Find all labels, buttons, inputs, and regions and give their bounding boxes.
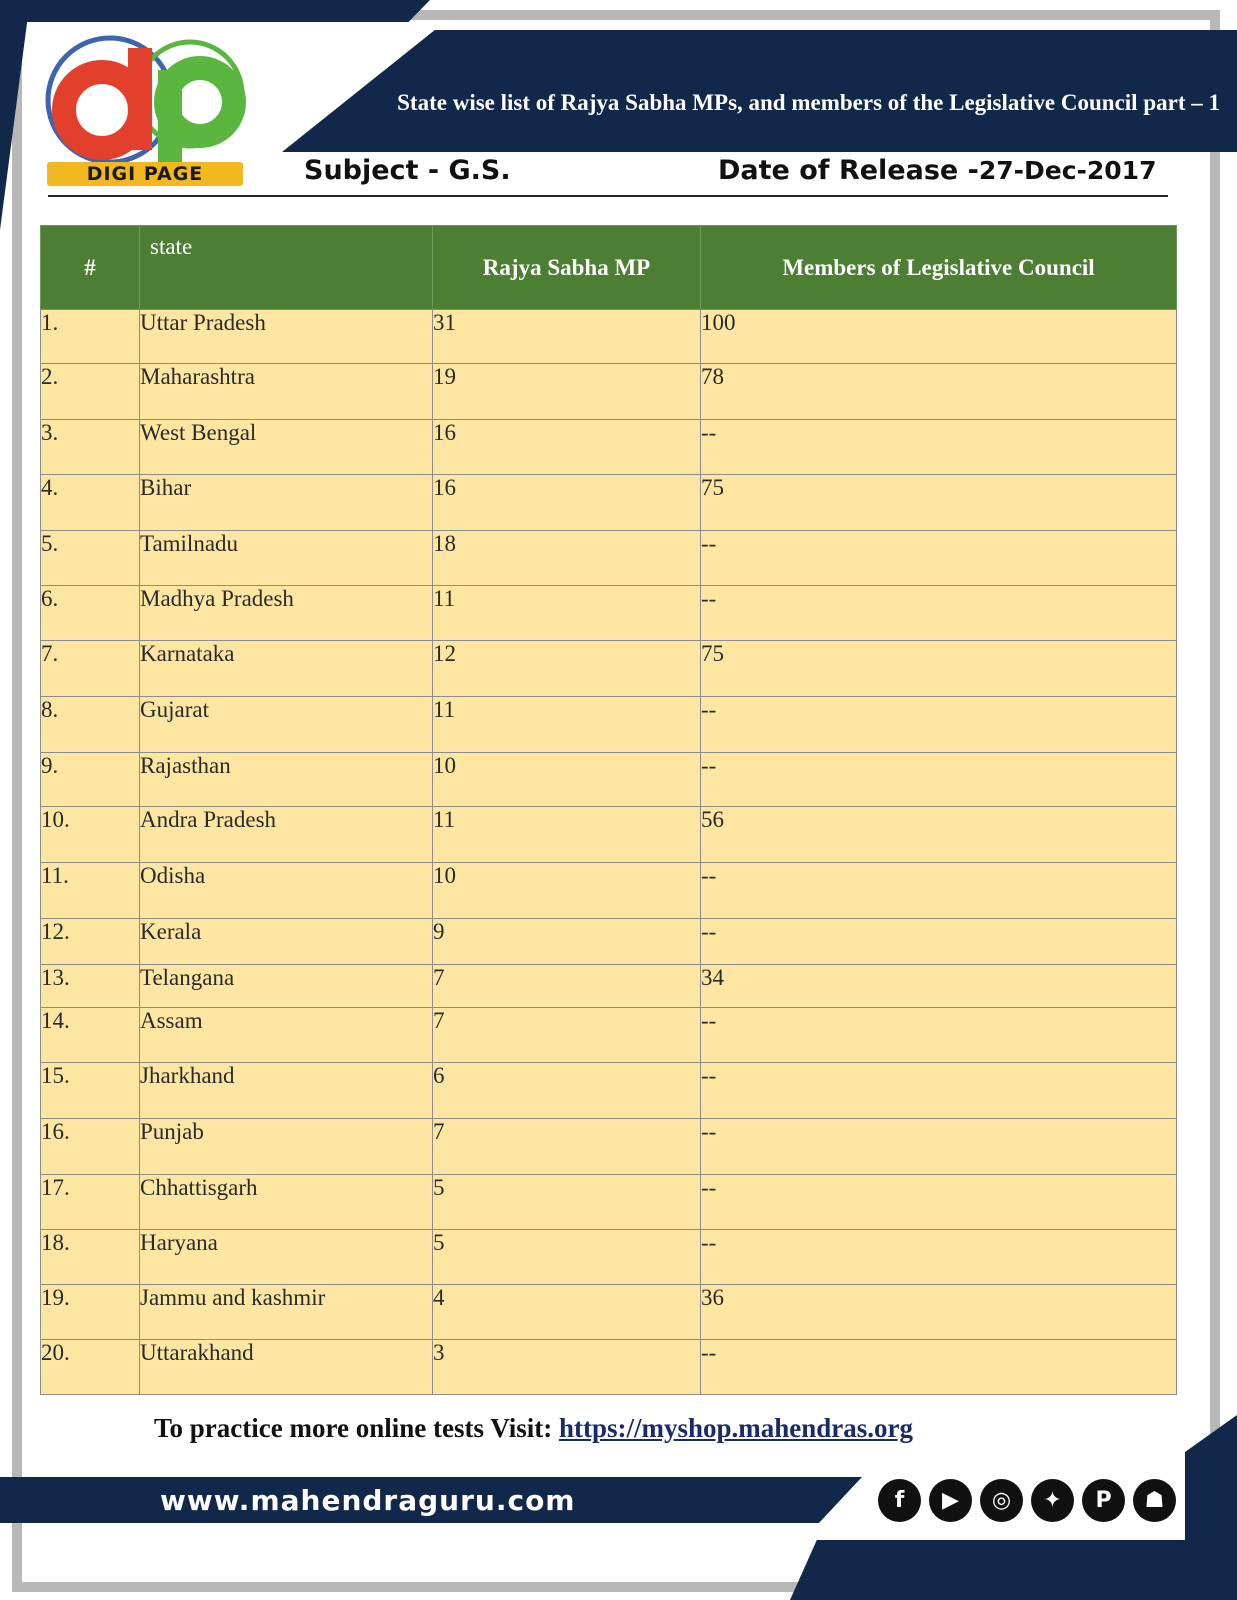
row-state: Madhya Pradesh [140,586,433,641]
row-number: 15. [41,1063,140,1119]
row-state: Jharkhand [140,1063,433,1119]
table-row [41,753,1177,807]
pinterest-icon[interactable]: P [1082,1479,1125,1522]
twitter-icon[interactable]: ✦ [1031,1479,1074,1522]
website-url[interactable]: www.mahendraguru.com [160,1484,576,1517]
row-rajya-sabha-count: 6 [433,1063,701,1119]
row-rajya-sabha-count: 9 [433,919,701,965]
row-rajya-sabha-count: 5 [433,1175,701,1230]
row-number: 3. [41,420,140,475]
row-number: 12. [41,919,140,965]
column-header-rajya-sabha: Rajya Sabha MP [433,226,701,310]
row-council-count: 78 [701,364,1177,420]
subject-label: Subject - G.S. [304,155,511,186]
row-council-count: 36 [701,1285,1177,1340]
row-rajya-sabha-count: 7 [433,1008,701,1063]
row-council-count: -- [701,586,1177,641]
table-row [41,586,1177,641]
row-number: 17. [41,1175,140,1230]
row-council-count: -- [701,863,1177,919]
row-council-count: -- [701,1340,1177,1395]
row-number: 8. [41,697,140,753]
row-state: Telangana [140,965,433,1008]
row-council-count: -- [701,420,1177,475]
row-number: 20. [41,1340,140,1395]
table-row [41,919,1177,965]
row-state: Andra Pradesh [140,807,433,863]
table-row [41,364,1177,420]
row-council-count: -- [701,1230,1177,1285]
release-label: Date of Release - [718,155,979,186]
table-row [41,1063,1177,1119]
row-state: Chhattisgarh [140,1175,433,1230]
row-number: 19. [41,1285,140,1340]
table-row [41,1175,1177,1230]
row-council-count: 75 [701,641,1177,697]
row-state: Punjab [140,1119,433,1175]
column-header-number: # [41,226,140,310]
youtube-icon[interactable]: ▶ [929,1479,972,1522]
header-divider [48,195,1168,197]
table-row [41,697,1177,753]
row-state: Odisha [140,863,433,919]
row-state: Haryana [140,1230,433,1285]
table-row [41,641,1177,697]
corner-decoration-top-left [0,0,30,230]
row-council-count: -- [701,919,1177,965]
row-rajya-sabha-count: 7 [433,1119,701,1175]
table-row [41,1285,1177,1340]
corner-decoration-top-strip [0,0,430,22]
row-rajya-sabha-count: 11 [433,586,701,641]
table-row [41,1230,1177,1285]
row-council-count: -- [701,531,1177,586]
table-row [41,475,1177,531]
row-rajya-sabha-count: 19 [433,364,701,420]
row-rajya-sabha-count: 18 [433,531,701,586]
table-row [41,1008,1177,1063]
row-number: 2. [41,364,140,420]
row-rajya-sabha-count: 16 [433,420,701,475]
row-state: Uttarakhand [140,1340,433,1395]
table-row [41,531,1177,586]
release-date [718,155,1156,186]
practice-note [154,1413,913,1444]
column-header-legislative-council: Members of Legislative Council [701,226,1177,310]
row-state: Rajasthan [140,753,433,807]
row-council-count: -- [701,753,1177,807]
row-rajya-sabha-count: 3 [433,1340,701,1395]
table-row [41,863,1177,919]
corner-decoration-bottom-right [790,1540,1237,1600]
row-council-count: 75 [701,475,1177,531]
row-state: Bihar [140,475,433,531]
row-council-count: 56 [701,807,1177,863]
row-state: Gujarat [140,697,433,753]
page-title: State wise list of Rajya Sabha MPs, and members of the Legislative Council part – 1 [397,90,1220,115]
row-rajya-sabha-count: 5 [433,1230,701,1285]
table-row [41,1119,1177,1175]
row-number: 4. [41,475,140,531]
row-number: 10. [41,807,140,863]
row-council-count: -- [701,1063,1177,1119]
table-row [41,1340,1177,1395]
row-number: 5. [41,531,140,586]
instagram-icon[interactable]: ◎ [980,1479,1023,1522]
row-council-count: -- [701,1008,1177,1063]
table-row [41,420,1177,475]
row-council-count: -- [701,1119,1177,1175]
row-number: 7. [41,641,140,697]
row-rajya-sabha-count: 16 [433,475,701,531]
practice-text: To practice more online tests Visit: [154,1413,559,1443]
release-date-value: 27-Dec-2017 [978,156,1157,185]
row-council-count: 100 [701,310,1177,364]
table-row [41,807,1177,863]
row-number: 1. [41,310,140,364]
row-state: West Bengal [140,420,433,475]
row-number: 16. [41,1119,140,1175]
row-number: 14. [41,1008,140,1063]
row-rajya-sabha-count: 7 [433,965,701,1008]
row-rajya-sabha-count: 4 [433,1285,701,1340]
row-number: 9. [41,753,140,807]
table-row [41,310,1177,364]
column-header-state: state [140,226,433,310]
row-rajya-sabha-count: 12 [433,641,701,697]
android-icon[interactable]: ☗ [1133,1479,1176,1522]
states-table [40,225,1177,1395]
row-number: 18. [41,1230,140,1285]
row-state: Kerala [140,919,433,965]
row-number: 6. [41,586,140,641]
social-icons [878,1479,1176,1522]
row-state: Maharashtra [140,364,433,420]
row-number: 13. [41,965,140,1008]
row-rajya-sabha-count: 10 [433,753,701,807]
row-state: Jammu and kashmir [140,1285,433,1340]
row-number: 11. [41,863,140,919]
row-council-count: -- [701,697,1177,753]
row-council-count: -- [701,1175,1177,1230]
row-state: Uttar Pradesh [140,310,433,364]
logo-label: DIGI PAGE [47,162,243,186]
table-header-row [41,226,1177,310]
row-rajya-sabha-count: 31 [433,310,701,364]
row-rajya-sabha-count: 11 [433,807,701,863]
facebook-icon[interactable]: f [878,1479,921,1522]
practice-link[interactable]: https://myshop.mahendras.org [558,1413,913,1443]
row-rajya-sabha-count: 11 [433,697,701,753]
row-council-count: 34 [701,965,1177,1008]
row-state: Tamilnadu [140,531,433,586]
row-state: Assam [140,1008,433,1063]
row-state: Karnataka [140,641,433,697]
table-row [41,965,1177,1008]
row-rajya-sabha-count: 10 [433,863,701,919]
